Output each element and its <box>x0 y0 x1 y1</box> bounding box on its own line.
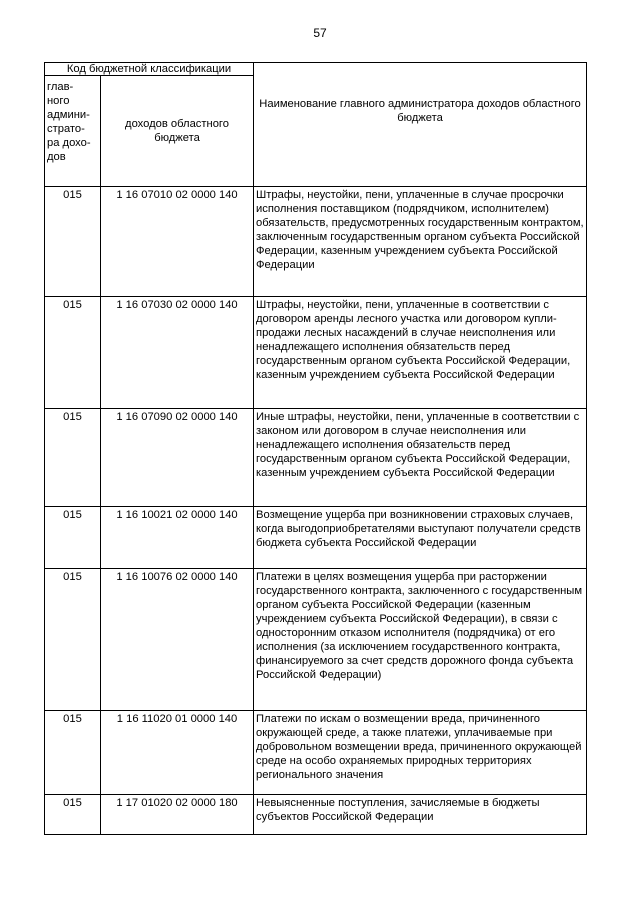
budget-code-cell: 1 16 10076 02 0000 140 <box>101 569 254 711</box>
budget-code-cell: 1 16 11020 01 0000 140 <box>101 711 254 795</box>
revenue-name-cell: Платежи в целях возмещения ущерба при расторжении государственного контракта, заключенного с государственным органом субъекта Российской Федерации (казенным учреждением субъекта Российской Федерации), в связи с односторонним отказом исполнителя (подрядчика) от его исполнения (за исключением государственного контракта, финансируемого за счет средств дорожного фонда субъекта Российской Федерации) <box>254 569 587 711</box>
budget-code-cell: 1 17 01020 02 0000 180 <box>101 795 254 835</box>
revenue-name-cell: Штрафы, неустойки, пени, уплаченные в случае просрочки исполнения поставщиком (подрядчиком, исполнителем) обязательств, предусмотренных государственным контрактом, заключенным государственным органом субъекта Российской Федерации, казенным учреждением субъекта Российской Федерации <box>254 187 587 297</box>
revenue-name-cell: Возмещение ущерба при возникновении страховых случаев, когда выгодоприобретателями выступают получатели средств бюджета субъекта Российской Федерации <box>254 507 587 569</box>
header-budget-classification: Код бюджетной классификации <box>45 63 254 76</box>
page-number: 57 <box>313 26 327 40</box>
admin-code-cell: 015 <box>45 795 101 835</box>
table-row <box>45 297 587 409</box>
revenue-name-cell: Платежи по искам о возмещении вреда, причиненного окружающей среде, а также платежи, уплачиваемые при добровольном возмещении вреда, причиненного окружающей среде на особо охраняемых природных территориях регионального значения <box>254 711 587 795</box>
admin-code-cell: 015 <box>45 187 101 297</box>
admin-code-cell: 015 <box>45 569 101 711</box>
revenue-name-cell: Иные штрафы, неустойки, пени, уплаченные в соответствии с законом или договором в случае неисполнения или ненадлежащего исполнения обязательств перед государственным органом субъекта Российской Федерации, казенным учреждением субъекта Российской Федерации <box>254 409 587 507</box>
table-body <box>45 63 587 835</box>
table-row <box>45 409 587 507</box>
revenue-name-cell: Невыясненные поступления, зачисляемые в бюджеты субъектов Российской Федерации <box>254 795 587 835</box>
admin-code-cell: 015 <box>45 409 101 507</box>
header-main-administrator <box>45 76 101 187</box>
header-administrator-name: Наименование главного администратора доходов областного бюджета <box>254 63 587 187</box>
budget-code-cell: 1 16 07010 02 0000 140 <box>101 187 254 297</box>
admin-code-cell: 015 <box>45 711 101 795</box>
table-row <box>45 187 587 297</box>
header-income-code: доходов областного бюджета <box>101 76 254 187</box>
table-row <box>45 795 587 835</box>
admin-code-cell: 015 <box>45 297 101 409</box>
admin-code-cell: 015 <box>45 507 101 569</box>
header-main-administrator-text: глав- ного админи- страто- ра дохо- дов <box>47 81 91 163</box>
table-row <box>45 507 587 569</box>
table-row <box>45 711 587 795</box>
table-row <box>45 569 587 711</box>
budget-code-cell: 1 16 10021 02 0000 140 <box>101 507 254 569</box>
budget-code-cell: 1 16 07090 02 0000 140 <box>101 409 254 507</box>
header-row-top <box>45 63 587 76</box>
revenue-name-cell: Штрафы, неустойки, пени, уплаченные в соответствии с договором аренды лесного участка или договором купли-продажи лесных насаждений в случае неисполнения или ненадлежащего исполнения обязательств перед государственным органом субъекта Российской Федерации, казенным учреждением субъекта Российской Федерации <box>254 297 587 409</box>
budget-classification-table <box>44 62 587 835</box>
budget-code-cell: 1 16 07030 02 0000 140 <box>101 297 254 409</box>
